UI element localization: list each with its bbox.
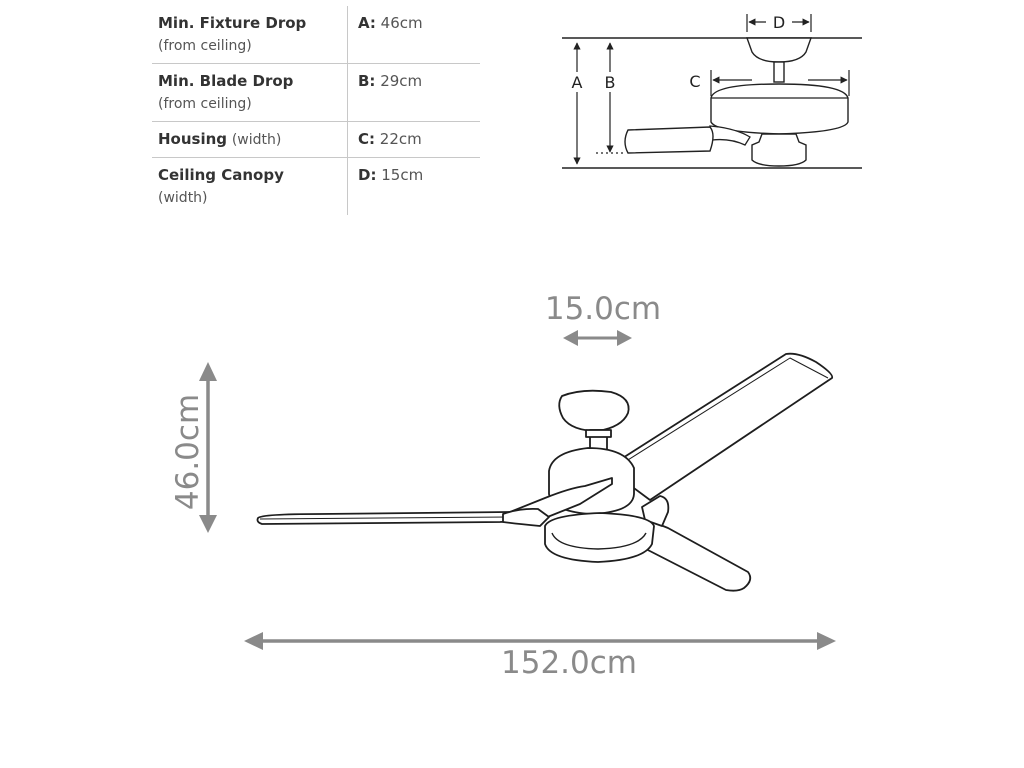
spec-name: Min. Fixture Drop (158, 14, 307, 32)
spec-code: C: (358, 130, 376, 148)
spec-code: A: (358, 14, 376, 32)
dimension-c-label: C (689, 72, 701, 91)
spec-note: (from ceiling) (158, 96, 252, 112)
spec-note: (width) (231, 132, 282, 148)
spec-name: Housing (158, 130, 228, 148)
spec-name: Min. Blade Drop (158, 72, 294, 90)
spec-value: 29cm (380, 72, 423, 90)
canopy-width-arrow (563, 330, 632, 346)
height-dimension-label: 46.0cm (170, 393, 206, 511)
spec-value: 22cm (379, 130, 422, 148)
canopy-width-dimension-label: 15.0cm (544, 291, 662, 327)
canopy (559, 391, 628, 431)
light-kit (545, 513, 654, 562)
fan-blade-right-back (607, 354, 832, 500)
spec-code: D: (358, 166, 377, 184)
spec-value: 15cm (381, 166, 424, 184)
dimension-annotations (170, 291, 836, 681)
spec-note: (from ceiling) (158, 38, 252, 54)
downrod-profile (774, 62, 784, 82)
light-kit-profile (752, 134, 806, 166)
side-schematic (562, 13, 862, 168)
blade-bracket-left (503, 509, 549, 526)
dimension-a-label: A (571, 73, 583, 92)
blade-profile (625, 127, 713, 153)
spec-value: 46cm (380, 14, 423, 32)
fan-blade-right-front (642, 520, 750, 591)
fan-illustration (258, 354, 833, 591)
dimension-d-label: D (772, 13, 786, 32)
spec-name: Ceiling Canopy (158, 166, 284, 184)
motor-housing-profile (711, 84, 848, 134)
spec-note: (width) (158, 190, 208, 206)
canopy-profile (747, 38, 811, 62)
spec-code: B: (358, 72, 376, 90)
span-dimension-label: 152.0cm (501, 645, 637, 681)
dimension-b-label: B (604, 73, 616, 92)
